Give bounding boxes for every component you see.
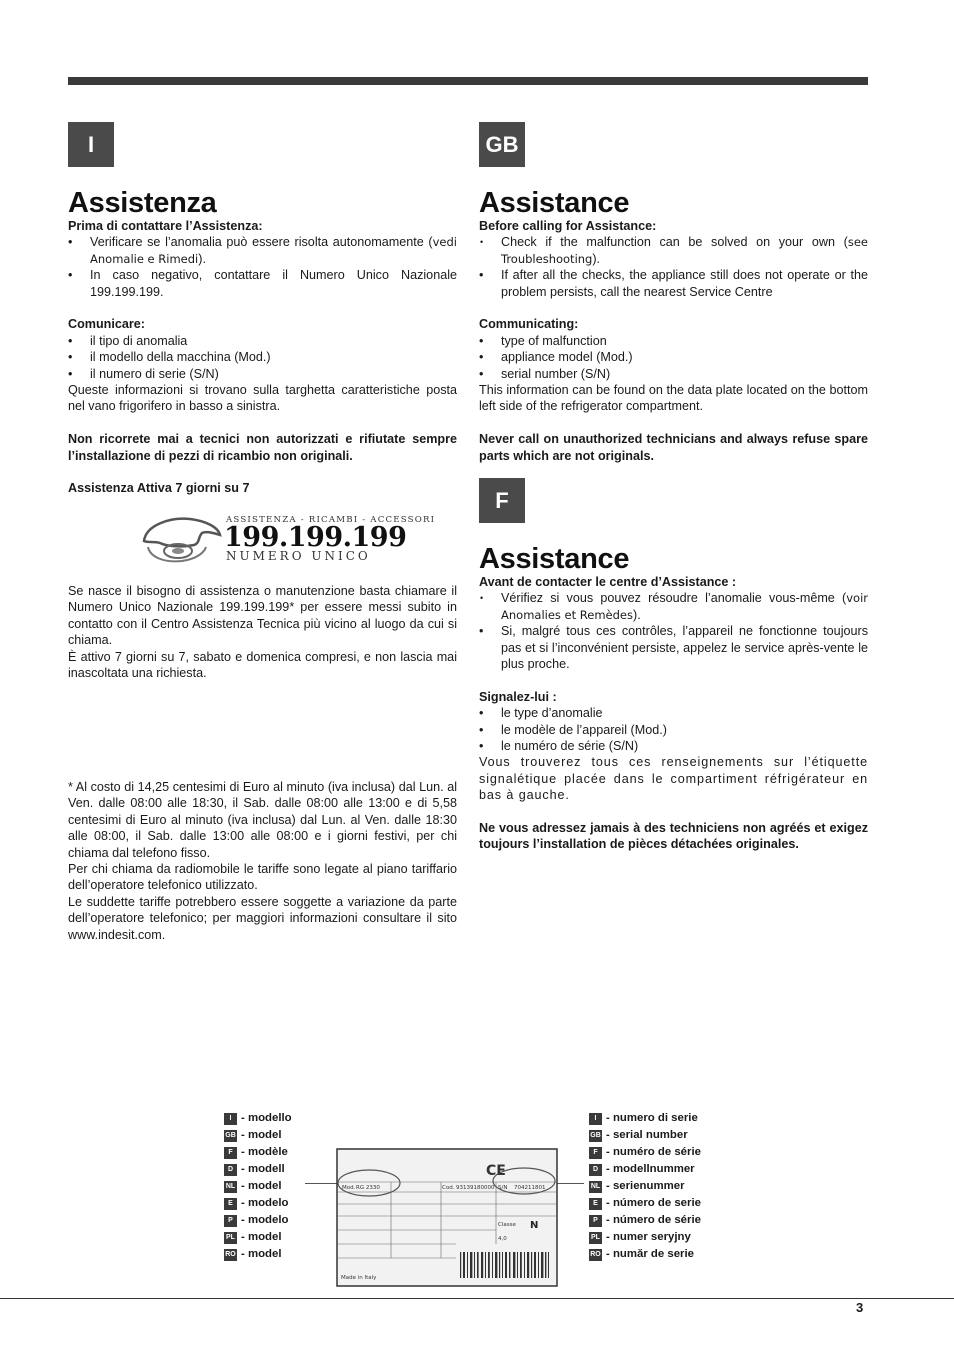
label-row: NL - serienummer <box>590 1180 685 1192</box>
footnote-it <box>68 779 457 943</box>
section-it-help <box>68 583 457 681</box>
country-code: PL <box>224 1232 237 1244</box>
label-row: F - modèle <box>224 1144 292 1161</box>
plate-cod-value: 93139180000 <box>456 1185 495 1191</box>
active-detail-it: È attivo 7 giorni su 7, sabato e domenica compresi, e non lascia mai inascoltata una richiesta. <box>68 649 457 681</box>
language-badge-gb: GB <box>479 122 525 167</box>
comm-list-gb <box>479 333 868 382</box>
section-title-fr: Assistance <box>479 543 630 575</box>
list-item: • type of malfunction <box>479 333 868 349</box>
list-item: • le type d’anomalie <box>479 705 868 721</box>
before-list-gb <box>479 234 868 300</box>
country-code: NL <box>224 1181 237 1193</box>
footer-rule <box>0 1298 954 1299</box>
label-row: I - modello <box>224 1110 292 1127</box>
before-heading-it: Prima di contattare l’Assistenza: <box>68 219 263 233</box>
list-item: • Vérifiez si vous pouvez résoudre l’anomalie vous-même (voir Anomalies et Remèdes). <box>479 590 868 623</box>
country-code: E <box>224 1198 237 1210</box>
plate-made-in: Made in Italy <box>341 1275 377 1281</box>
before-list-it <box>68 234 457 300</box>
list-item: • In caso negativo, contattare il Numero Unico Nazionale 199.199.199. <box>68 267 457 300</box>
svg-text:CE: CE <box>486 1163 506 1179</box>
language-badge-it: I <box>68 122 114 167</box>
plate-class-label: Classe <box>498 1222 516 1228</box>
country-code: GB <box>224 1130 237 1142</box>
country-code: D <box>224 1164 237 1176</box>
model-labels <box>224 1110 292 1263</box>
warning-fr: Ne vous adressez jamais à des techniciens non agréés et exigez toujours l’installation de pièces détachées originales. <box>479 821 868 852</box>
list-item: • Check if the malfunction can be solved on your own (see Troubleshooting). <box>479 234 868 267</box>
comm-list-it <box>68 333 457 382</box>
country-code: P <box>589 1215 602 1227</box>
list-item: • If after all the checks, the appliance still does not operate or the problem persists, call the nearest Service Centre <box>479 267 868 300</box>
ce-mark-icon <box>486 1163 506 1179</box>
footnote-1: * Al costo di 14,25 centesimi di Euro al minuto (iva inclusa) dal Lun. al Ven. dalle 08:00 alle 18:30, il Sab. dalle 08:00 alle 13:00 e di 5,58 centesimi di Euro al minuto (iva inclusa) dal Lun. al Ven. dalle 18:30 alle 08:00, il Sab. dalle 13:00 alle 08:00 e i giorni festivi, per chi chiama dal telefono fisso. <box>68 780 457 860</box>
plate-sn-value: 704211801 <box>514 1185 546 1191</box>
section-title-it: Assistenza <box>68 187 217 219</box>
section-title-gb: Assistance <box>479 187 630 219</box>
country-code: F <box>224 1147 237 1159</box>
language-badge-fr: F <box>479 478 525 523</box>
list-item: • le numéro de série (S/N) <box>479 738 868 754</box>
active-heading-it: Assistenza Attiva 7 giorni su 7 <box>68 481 250 496</box>
label-row: E - modelo <box>224 1195 292 1212</box>
label-row: D - modellnummer <box>589 1161 701 1178</box>
list-item: • serial number (S/N) <box>479 366 868 382</box>
label-row: NL - model <box>225 1180 282 1192</box>
country-code: PL <box>589 1232 602 1244</box>
list-item: • appliance model (Mod.) <box>479 349 868 365</box>
warning-gb: Never call on unauthorized technicians and always refuse spare parts which are not originals. <box>479 432 868 463</box>
logo-tagline: ASSISTENZA - RICAMBI - ACCESSORI <box>226 515 436 525</box>
footnote-2: Per chi chiama da radiomobile le tariffe sono legate al piano tariffario dell’operatore telefonico utilizzato. <box>68 862 457 893</box>
comm-list-fr <box>479 705 868 754</box>
comm-heading-fr: Signalez-lui : <box>479 689 557 704</box>
plate-info-gb: This information can be found on the data plate located on the bottom left side of the refrigerator compartment. <box>479 383 868 414</box>
country-code: F <box>589 1147 602 1159</box>
label-row: E - número de serie <box>589 1195 701 1212</box>
before-heading-fr: Avant de contacter le centre d’Assistance : <box>479 575 737 589</box>
data-plate-illustration <box>336 1148 558 1287</box>
list-item: • il modello della macchina (Mod.) <box>68 349 457 365</box>
plate-info-it: Queste informazioni si trovano sulla targhetta caratteristiche posta nel vano frigorifero in basso a sinistra. <box>68 383 457 414</box>
footnote-3: Le suddette tariffe potrebbero essere soggette a variazione da parte dell’operatore telefonico; per maggiori informazioni consultare il sito www.indesit.com. <box>68 894 457 942</box>
before-heading-gb: Before calling for Assistance: <box>479 219 657 233</box>
label-row: RO - model <box>225 1248 282 1260</box>
list-item: • il tipo di anomalia <box>68 333 457 349</box>
list-item: • il numero di serie (S/N) <box>68 366 457 382</box>
label-row: P - modelo <box>224 1212 292 1229</box>
list-item: • le modèle de l’appareil (Mod.) <box>479 722 868 738</box>
plate-cod-label: Cod. <box>442 1185 455 1191</box>
country-code: RO <box>224 1249 237 1261</box>
section-gb <box>479 188 868 464</box>
logo-subtitle: NUMERO UNICO <box>226 549 371 563</box>
label-row: F - numéro de série <box>589 1144 701 1161</box>
plate-mod-label: Mod. <box>342 1185 356 1191</box>
before-list-fr <box>479 590 868 672</box>
plate-sn-label: S/N <box>498 1185 508 1191</box>
country-code: RO <box>589 1249 602 1261</box>
label-row: PL - model <box>224 1229 292 1246</box>
plate-info-fr: Vous trouverez tous ces renseignements sur l’étiquette signalétique placée dans le compartiment réfrigérateur en bas à gauche. <box>479 755 868 803</box>
label-row: GB - serial number <box>590 1129 688 1141</box>
list-item: • Verificare se l’anomalia può essere risolta autonomamente (vedi Anomalie e Rimedi). <box>68 234 457 267</box>
label-row: P - número de série <box>589 1212 701 1229</box>
label-row: RO - număr de serie <box>590 1248 694 1260</box>
list-item: • Si, malgré tous ces contrôles, l’appareil ne fonctionne toujours pas et si l’inconvénient persiste, appelez le service après-vente le plus proche. <box>479 623 868 672</box>
country-code: NL <box>589 1181 602 1193</box>
label-row: PL - numer seryjny <box>589 1229 701 1246</box>
plate-mod-value: RG 2330 <box>356 1185 380 1191</box>
page-number: 3 <box>856 1300 864 1315</box>
serial-labels <box>589 1110 701 1263</box>
country-code: P <box>224 1215 237 1227</box>
numero-unico-logo <box>140 513 436 565</box>
plate-class-value: N <box>530 1220 539 1231</box>
country-code: I <box>224 1113 237 1125</box>
country-code: GB <box>589 1130 602 1142</box>
section-it <box>68 188 457 497</box>
comm-heading-gb: Communicating: <box>479 317 579 332</box>
telephone-logo-icon <box>140 513 224 565</box>
comm-heading-it: Comunicare: <box>68 317 145 332</box>
top-rule <box>68 77 868 85</box>
logo-number: 199.199.199 <box>224 522 407 553</box>
country-code: D <box>589 1164 602 1176</box>
label-row: D - modell <box>224 1161 292 1178</box>
label-row: I - numero di serie <box>589 1110 701 1127</box>
country-code: I <box>589 1113 602 1125</box>
label-row: GB - model <box>225 1129 282 1141</box>
need-help-it: Se nasce il bisogno di assistenza o manutenzione basta chiamare il Numero Unico Nazionale 199.199.199* per essere messi subito in contatto con il Centro Assistenza Tecnica più vicino al luogo da cui si chiama. <box>68 584 457 648</box>
section-fr <box>479 544 868 853</box>
country-code: E <box>589 1198 602 1210</box>
plate-freeze-value: 4,0 <box>498 1236 507 1242</box>
warning-it: Non ricorrete mai a tecnici non autorizzati e rifiutate sempre l’installazione di pezzi di ricambio non originali. <box>68 432 457 463</box>
